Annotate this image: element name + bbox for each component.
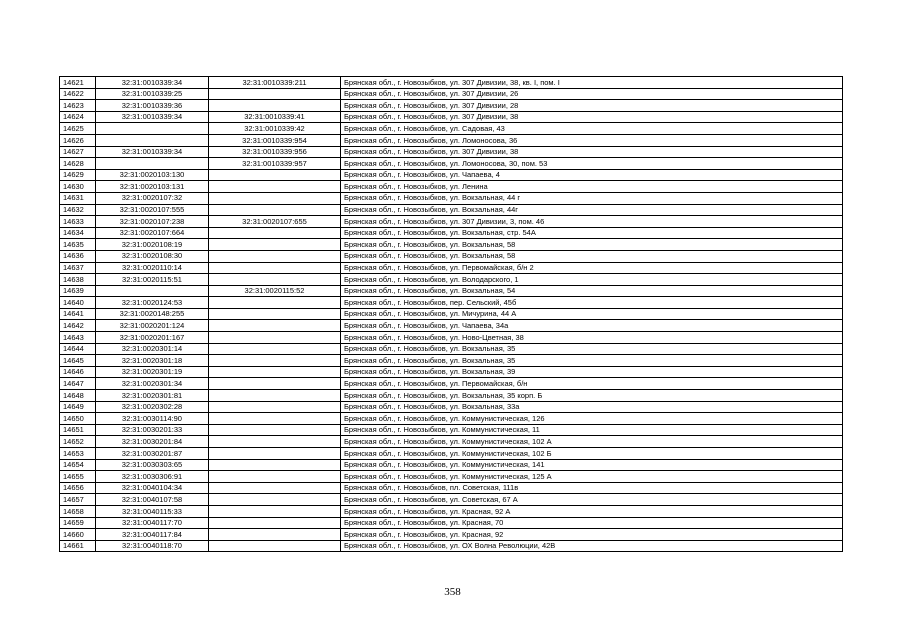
row-number-cell: 14654 [60,459,96,471]
table-row [60,239,843,251]
row-number-cell: 14652 [60,436,96,448]
address-cell: Брянская обл., г. Новозыбков, ул. Садовая, 43 [341,123,843,135]
object-cadastral-number-cell [209,262,341,274]
registry-table-body [60,77,843,552]
address-cell: Брянская обл., г. Новозыбков, ул. 307 Дивизии, 28 [341,100,843,112]
cadastral-number-cell: 32:31:0030303:65 [96,459,209,471]
cadastral-number-cell: 32:31:0020124:53 [96,297,209,309]
table-row [60,88,843,100]
object-cadastral-number-cell [209,494,341,506]
table-row [60,297,843,309]
row-number-cell: 14621 [60,77,96,89]
object-cadastral-number-cell [209,100,341,112]
object-cadastral-number-cell [209,227,341,239]
cadastral-number-cell [96,285,209,297]
cadastral-number-cell: 32:31:0040117:84 [96,529,209,541]
row-number-cell: 14624 [60,111,96,123]
row-number-cell: 14651 [60,424,96,436]
table-row [60,169,843,181]
object-cadastral-number-cell [209,424,341,436]
address-cell: Брянская обл., г. Новозыбков, ул. Вокзальная, 39 [341,366,843,378]
cadastral-number-cell: 32:31:0020110:14 [96,262,209,274]
object-cadastral-number-cell [209,332,341,344]
object-cadastral-number-cell [209,448,341,460]
cadastral-number-cell: 32:31:0030114:90 [96,413,209,425]
row-number-cell: 14633 [60,216,96,228]
address-cell: Брянская обл., г. Новозыбков, ул. Вокзальная, 33а [341,401,843,413]
row-number-cell: 14645 [60,355,96,367]
address-cell: Брянская обл., г. Новозыбков, ул. Первомайская, б/н [341,378,843,390]
address-cell: Брянская обл., г. Новозыбков, ул. Коммунистическая, 102 Б [341,448,843,460]
table-row [60,181,843,193]
object-cadastral-number-cell [209,239,341,251]
table-row [60,366,843,378]
cadastral-number-cell: 32:31:0020301:19 [96,366,209,378]
row-number-cell: 14659 [60,517,96,529]
object-cadastral-number-cell [209,401,341,413]
row-number-cell: 14644 [60,343,96,355]
cadastral-number-cell: 32:31:0020103:130 [96,169,209,181]
object-cadastral-number-cell [209,181,341,193]
object-cadastral-number-cell [209,250,341,262]
cadastral-number-cell: 32:31:0010339:36 [96,100,209,112]
object-cadastral-number-cell [209,88,341,100]
object-cadastral-number-cell [209,390,341,402]
row-number-cell: 14635 [60,239,96,251]
table-row [60,529,843,541]
address-cell: Брянская обл., г. Новозыбков, ул. Вокзальная, стр. 54А [341,227,843,239]
address-cell: Брянская обл., г. Новозыбков, ул. Советская, 67 А [341,494,843,506]
table-row [60,332,843,344]
object-cadastral-number-cell: 32:31:0020115:52 [209,285,341,297]
address-cell: Брянская обл., г. Новозыбков, ул. Ломоносова, 36 [341,134,843,146]
address-cell: Брянская обл., г. Новозыбков, ул. Коммунистическая, 125 А [341,471,843,483]
cadastral-number-cell: 32:31:0020301:18 [96,355,209,367]
row-number-cell: 14646 [60,366,96,378]
cadastral-number-cell: 32:31:0010339:25 [96,88,209,100]
table-row [60,146,843,158]
table-row [60,285,843,297]
address-cell: Брянская обл., г. Новозыбков, ул. Первомайская, б/н 2 [341,262,843,274]
row-number-cell: 14661 [60,540,96,552]
cadastral-number-cell: 32:31:0020302:28 [96,401,209,413]
row-number-cell: 14627 [60,146,96,158]
row-number-cell: 14657 [60,494,96,506]
object-cadastral-number-cell: 32:31:0010339:954 [209,134,341,146]
row-number-cell: 14631 [60,192,96,204]
address-cell: Брянская обл., г. Новозыбков, ул. 307 Дивизии, 38 [341,146,843,158]
row-number-cell: 14622 [60,88,96,100]
address-cell: Брянская обл., г. Новозыбков, ул. Володарского, 1 [341,274,843,286]
row-number-cell: 14630 [60,181,96,193]
cadastral-number-cell: 32:31:0020108:19 [96,239,209,251]
address-cell: Брянская обл., г. Новозыбков, ул. Вокзальная, 35 [341,355,843,367]
address-cell: Брянская обл., г. Новозыбков, ул. Коммунистическая, 11 [341,424,843,436]
object-cadastral-number-cell [209,308,341,320]
cadastral-number-cell: 32:31:0020115:51 [96,274,209,286]
cadastral-number-cell [96,123,209,135]
object-cadastral-number-cell [209,436,341,448]
row-number-cell: 14637 [60,262,96,274]
cadastral-number-cell: 32:31:0040115:33 [96,505,209,517]
table-row [60,308,843,320]
page-number: 358 [444,586,461,598]
table-row [60,540,843,552]
table-row [60,216,843,228]
object-cadastral-number-cell: 32:31:0010339:211 [209,77,341,89]
address-cell: Брянская обл., г. Новозыбков, ул. Вокзальная, 58 [341,250,843,262]
cadastral-number-cell: 32:31:0020107:32 [96,192,209,204]
row-number-cell: 14658 [60,505,96,517]
address-cell: Брянская обл., г. Новозыбков, ул. 307 Дивизии, 26 [341,88,843,100]
cadastral-number-cell: 32:31:0040117:70 [96,517,209,529]
table-row [60,343,843,355]
table-row [60,134,843,146]
address-cell: Брянская обл., г. Новозыбков, пл. Советская, 111в [341,482,843,494]
address-cell: Брянская обл., г. Новозыбков, ул. 307 Дивизии, 38 [341,111,843,123]
row-number-cell: 14638 [60,274,96,286]
address-cell: Брянская обл., г. Новозыбков, ул. ОХ Волна Революции, 42В [341,540,843,552]
cadastral-number-cell: 32:31:0020201:167 [96,332,209,344]
address-cell: Брянская обл., г. Новозыбков, ул. Красная, 92 А [341,505,843,517]
row-number-cell: 14636 [60,250,96,262]
cadastral-number-cell: 32:31:0020107:555 [96,204,209,216]
table-row [60,401,843,413]
table-row [60,320,843,332]
table-row [60,517,843,529]
table-row [60,100,843,112]
object-cadastral-number-cell [209,482,341,494]
row-number-cell: 14641 [60,308,96,320]
object-cadastral-number-cell: 32:31:0010339:956 [209,146,341,158]
cadastral-number-cell: 32:31:0030201:87 [96,448,209,460]
address-cell: Брянская обл., г. Новозыбков, ул. Красная, 70 [341,517,843,529]
table-row [60,448,843,460]
address-cell: Брянская обл., г. Новозыбков, ул. 307 Дивизии, 3, пом. 46 [341,216,843,228]
cadastral-number-cell [96,134,209,146]
cadastral-number-cell: 32:31:0020301:34 [96,378,209,390]
address-cell: Брянская обл., г. Новозыбков, ул. Ленина [341,181,843,193]
object-cadastral-number-cell: 32:31:0020107:655 [209,216,341,228]
address-cell: Брянская обл., г. Новозыбков, ул. Ломоносова, 30, пом. 53 [341,158,843,170]
table-row [60,250,843,262]
cadastral-number-cell: 32:31:0020108:30 [96,250,209,262]
address-cell: Брянская обл., г. Новозыбков, ул. Чапаева, 4 [341,169,843,181]
table-row [60,262,843,274]
cadastral-number-cell: 32:31:0030306:91 [96,471,209,483]
address-cell: Брянская обл., г. Новозыбков, ул. Чапаева, 34а [341,320,843,332]
cadastral-number-cell: 32:31:0020201:124 [96,320,209,332]
object-cadastral-number-cell [209,366,341,378]
object-cadastral-number-cell [209,274,341,286]
row-number-cell: 14643 [60,332,96,344]
cadastral-number-cell: 32:31:0040104:34 [96,482,209,494]
cadastral-number-cell: 32:31:0020107:238 [96,216,209,228]
address-cell: Брянская обл., г. Новозыбков, ул. Коммунистическая, 141 [341,459,843,471]
table-row [60,204,843,216]
object-cadastral-number-cell [209,517,341,529]
object-cadastral-number-cell [209,459,341,471]
table-row [60,378,843,390]
object-cadastral-number-cell [209,540,341,552]
cadastral-number-cell: 32:31:0020148:255 [96,308,209,320]
address-cell: Брянская обл., г. Новозыбков, ул. Вокзальная, 35 [341,343,843,355]
row-number-cell: 14625 [60,123,96,135]
object-cadastral-number-cell [209,204,341,216]
table-row [60,390,843,402]
row-number-cell: 14642 [60,320,96,332]
object-cadastral-number-cell [209,413,341,425]
address-cell: Брянская обл., г. Новозыбков, ул. Вокзальная, 44 г [341,192,843,204]
table-row [60,494,843,506]
object-cadastral-number-cell [209,378,341,390]
row-number-cell: 14660 [60,529,96,541]
object-cadastral-number-cell: 32:31:0010339:41 [209,111,341,123]
cadastral-number-cell: 32:31:0040118:70 [96,540,209,552]
row-number-cell: 14639 [60,285,96,297]
object-cadastral-number-cell: 32:31:0010339:42 [209,123,341,135]
table-row [60,123,843,135]
table-row [60,227,843,239]
row-number-cell: 14623 [60,100,96,112]
object-cadastral-number-cell [209,505,341,517]
cadastral-number-cell: 32:31:0040107:58 [96,494,209,506]
table-row [60,77,843,89]
address-cell: Брянская обл., г. Новозыбков, ул. Вокзальная, 58 [341,239,843,251]
cadastral-number-cell: 32:31:0020103:131 [96,181,209,193]
row-number-cell: 14649 [60,401,96,413]
address-cell: Брянская обл., г. Новозыбков, ул. Мичурина, 44 А [341,308,843,320]
table-row [60,355,843,367]
address-cell: Брянская обл., г. Новозыбков, ул. Вокзальная, 35 корп. Б [341,390,843,402]
address-cell: Брянская обл., г. Новозыбков, ул. Вокзальная, 44г [341,204,843,216]
address-cell: Брянская обл., г. Новозыбков, ул. Красная, 92 [341,529,843,541]
object-cadastral-number-cell [209,192,341,204]
cadastral-number-cell: 32:31:0020107:664 [96,227,209,239]
row-number-cell: 14656 [60,482,96,494]
cadastral-number-cell [96,158,209,170]
object-cadastral-number-cell: 32:31:0010339:957 [209,158,341,170]
cadastral-number-cell: 32:31:0010339:34 [96,146,209,158]
row-number-cell: 14632 [60,204,96,216]
cadastral-number-cell: 32:31:0020301:81 [96,390,209,402]
table-row [60,192,843,204]
table-row [60,274,843,286]
row-number-cell: 14628 [60,158,96,170]
row-number-cell: 14640 [60,297,96,309]
cadastral-number-cell: 32:31:0010339:34 [96,77,209,89]
table-row [60,436,843,448]
row-number-cell: 14626 [60,134,96,146]
object-cadastral-number-cell [209,169,341,181]
row-number-cell: 14653 [60,448,96,460]
row-number-cell: 14650 [60,413,96,425]
table-row [60,111,843,123]
address-cell: Брянская обл., г. Новозыбков, ул. Вокзальная, 54 [341,285,843,297]
cadastral-number-cell: 32:31:0020301:14 [96,343,209,355]
object-cadastral-number-cell [209,320,341,332]
row-number-cell: 14629 [60,169,96,181]
cadastral-number-cell: 32:31:0010339:34 [96,111,209,123]
object-cadastral-number-cell [209,355,341,367]
object-cadastral-number-cell [209,343,341,355]
cadastral-number-cell: 32:31:0030201:84 [96,436,209,448]
address-cell: Брянская обл., г. Новозыбков, ул. Коммунистическая, 102 А [341,436,843,448]
table-row [60,482,843,494]
table-row [60,471,843,483]
table-row [60,459,843,471]
table-row [60,505,843,517]
row-number-cell: 14655 [60,471,96,483]
table-row [60,424,843,436]
table-row [60,413,843,425]
address-cell: Брянская обл., г. Новозыбков, ул. 307 Дивизии, 38, кв. I, пом. I [341,77,843,89]
address-cell: Брянская обл., г. Новозыбков, пер. Сельский, 45б [341,297,843,309]
row-number-cell: 14634 [60,227,96,239]
cadastral-number-cell: 32:31:0030201:33 [96,424,209,436]
address-cell: Брянская обл., г. Новозыбков, ул. Ново-Цветная, 38 [341,332,843,344]
table-row [60,158,843,170]
object-cadastral-number-cell [209,471,341,483]
object-cadastral-number-cell [209,529,341,541]
registry-table [59,76,843,552]
object-cadastral-number-cell [209,297,341,309]
address-cell: Брянская обл., г. Новозыбков, ул. Коммунистическая, 126 [341,413,843,425]
row-number-cell: 14648 [60,390,96,402]
row-number-cell: 14647 [60,378,96,390]
